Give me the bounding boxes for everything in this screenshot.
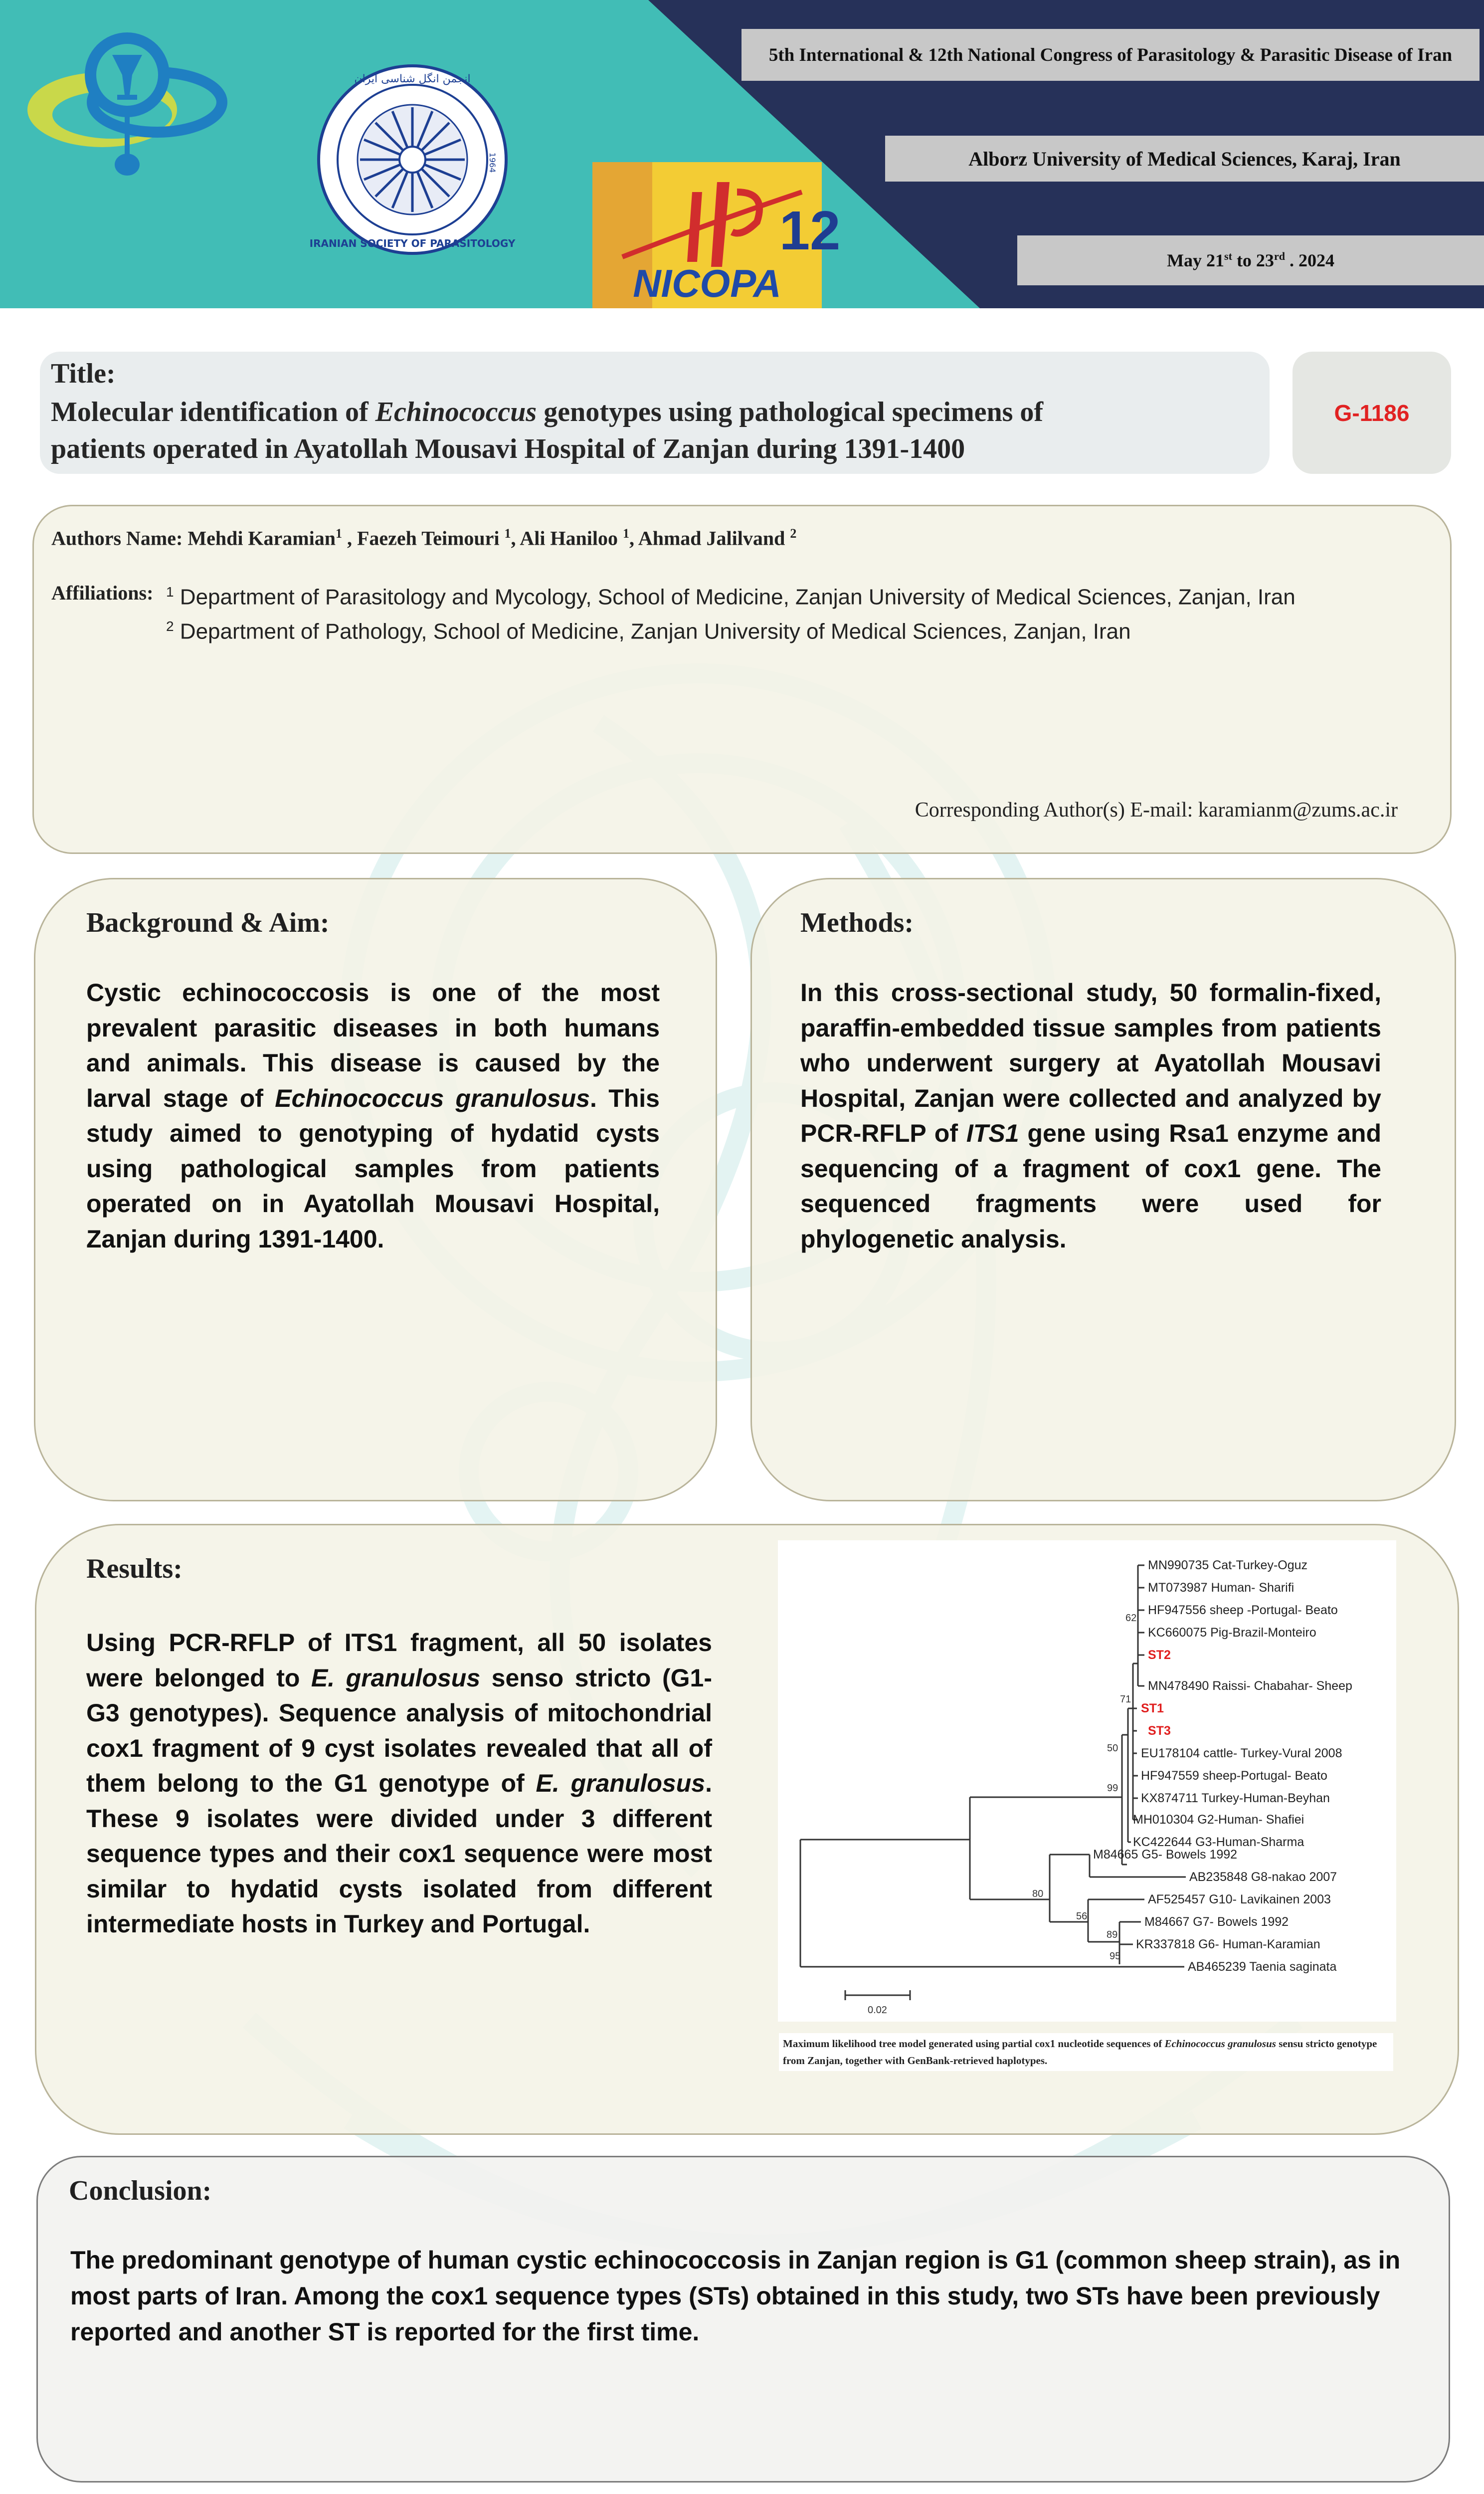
poster-id: G-1186	[1334, 400, 1410, 426]
phylogenetic-tree	[778, 1540, 1396, 2022]
bootstrap-value: 99	[1107, 1783, 1118, 1794]
conclusion-panel	[36, 2156, 1450, 2483]
tree-taxon: KR337818 G6- Human-Karamian	[1136, 1937, 1320, 1951]
bootstrap-value: 50	[1107, 1743, 1118, 1754]
affiliation-1: $^1$ Department of Parasitology and Mycology, School of Medicine, Zanjan University of Medical Sciences, Zanjan, Iran	[166, 584, 1296, 610]
tree-taxon: MH010304 G2-Human- Shafiei	[1133, 1813, 1304, 1827]
tree-taxon: AB235848 G8-nakao 2007	[1189, 1870, 1337, 1884]
results-heading: Results:	[86, 1553, 183, 1584]
tree-taxon-highlight: ST3	[1148, 1724, 1171, 1738]
methods-panel	[750, 878, 1456, 1501]
nicopa-mark: 12	[779, 200, 841, 261]
poster-id-badge	[1293, 352, 1451, 474]
tree-taxon: AF525457 G10- Lavikainen 2003	[1148, 1892, 1331, 1906]
tree-taxon: KX874711 Turkey-Human-Beyhan	[1141, 1791, 1330, 1805]
affiliations-label: Affiliations:	[51, 582, 154, 604]
corresponding-email: Corresponding Author(s) E-mail: karamianm@zums.ac.ir	[915, 799, 1398, 822]
society-seal-year: 1964	[488, 152, 497, 173]
tree-scale-label: 0.02	[868, 2005, 887, 2016]
affiliation-2: $^2$ Department of Pathology, School of Medicine, Zanjan University of Medical Sciences, Zanjan, Iran	[166, 618, 1131, 644]
venue-name: Alborz University of Medical Sciences, Karaj, Iran	[968, 147, 1401, 170]
bootstrap-value: 80	[1032, 1888, 1044, 1899]
bootstrap-value: 62	[1125, 1613, 1137, 1624]
tree-taxon: HF947559 sheep-Portugal- Beato	[1141, 1769, 1327, 1783]
methods-heading: Methods:	[800, 907, 914, 938]
tree-taxon-highlight: ST1	[1141, 1701, 1164, 1715]
bootstrap-value: 56	[1076, 1911, 1088, 1922]
authors-panel	[32, 505, 1452, 854]
methods-text: In this cross-sectional study, 50 formalin-fixed, paraffin-embedded tissue samples from patients who underwent surgery at Ayatollah Mousavi Hospital, Zanjan were collected and analyzed by PCR-RFLP of ITS1 gene using Rsa1 enzyme and sequencing of a fragment of cox1 gene. The sequenced fragments were used for phylogenetic analysis.	[800, 979, 1381, 1253]
tree-taxon-highlight: ST2	[1148, 1648, 1171, 1662]
nicopa-logo-icon	[592, 162, 841, 308]
title-label: Title:	[51, 358, 116, 389]
title-panel	[40, 352, 1270, 474]
congress-date: May 21st to 23rd . 2024	[1167, 250, 1334, 270]
tree-taxon: MN478490 Raissi- Chabahar- Sheep	[1148, 1679, 1352, 1693]
tree-taxon: EU178104 cattle- Turkey-Vural 2008	[1141, 1746, 1342, 1760]
background-panel	[34, 878, 717, 1501]
tree-bootstrap-values	[1032, 1613, 1136, 1962]
congress-banner	[742, 29, 1480, 81]
society-seal-icon	[309, 65, 516, 254]
tree-taxon: M84667 G7- Bowels 1992	[1144, 1915, 1289, 1929]
phylogenetic-tree-figure	[778, 1540, 1396, 2022]
tree-taxon: AB465239 Taenia saginata	[1188, 1960, 1337, 1974]
bootstrap-value: 95	[1110, 1951, 1121, 1962]
venue-banner	[885, 136, 1484, 182]
nicopa-logo	[592, 162, 841, 308]
svg-text:انجمن انگل شناسی ایران: انجمن انگل شناسی ایران	[354, 73, 471, 85]
bootstrap-value: 71	[1120, 1694, 1131, 1705]
bootstrap-value: 89	[1107, 1929, 1118, 1940]
background-heading: Background & Aim:	[86, 907, 330, 938]
author-list: Authors Name: Mehdi Karamian$^1$ , Faezeh Teimouri $^1$, Ali Haniloo $^1$, Ahmad Jalilvand $^2$	[51, 526, 797, 550]
background-text: Cystic echinococcosis is one of the most prevalent parasitic diseases in both humans and animals. This disease is caused by the larval stage of Echinococcus granulosus. This study aimed to genotyping of hydatid cysts using pathological samples from patients operated on in Ayatollah Mousavi Hospital, Zanjan during 1391-1400.	[86, 979, 660, 1253]
tree-caption: Maximum likelihood tree model generated using partial cox1 nucleotide sequences of Echinococcus granulosus sensu stricto genotype from Zanjan, together with GenBank-retrieved haplotypes.	[779, 2033, 1393, 2071]
nicopa-text: NICOPA	[633, 261, 781, 305]
conclusion-text: The predominant genotype of human cystic echinococcosis in Zanjan region is G1 (common sheep strain), as in most parts of Iran. Among the cox1 sequence types (STs) obtained in this study, two STs have been previously reported and another ST is reported for the first time.	[70, 2246, 1401, 2346]
date-banner	[1017, 235, 1484, 285]
society-seal-text: IRANIAN SOCIETY OF PARASITOLOGY	[309, 237, 516, 249]
header-banner	[0, 0, 1484, 308]
poster-title: Molecular identification of Echinococcus genotypes using pathological specimens of patients operated in Ayatollah Mousavi Hospital of Zanjan during 1391-1400	[51, 397, 1044, 464]
tree-taxon: MT073987 Human- Sharifi	[1148, 1581, 1295, 1595]
tree-taxon: M84665 G5- Bowels 1992	[1093, 1848, 1238, 1862]
congress-name: 5th International & 12th National Congress of Parasitology & Parasitic Disease of Iran	[768, 44, 1453, 65]
conclusion-heading: Conclusion:	[69, 2175, 212, 2206]
university-logo-icon	[22, 15, 227, 180]
tree-taxon: KC422644 G3-Human-Sharma	[1133, 1835, 1304, 1849]
affiliation-list	[166, 578, 1296, 646]
tree-taxon: MN990735 Cat-Turkey-Oguz	[1148, 1558, 1308, 1572]
results-text: Using PCR-RFLP of ITS1 fragment, all 50 isolates were belonged to E. granulosus senso stricto (G1-G3 genotypes). Sequence analysis of mitochondrial cox1 fragment of 9 cyst isolates revealed that all of them belong to the G1 genotype of E. granulosus. These 9 isolates were divided under 3 different sequence types and their cox1 sequence were most similar to hydatid cysts isolated from different intermediate hosts in Turkey and Portugal.	[86, 1629, 712, 1938]
tree-taxon: KC660075 Pig-Brazil-Monteiro	[1148, 1626, 1316, 1640]
tree-taxon: HF947556 sheep -Portugal- Beato	[1148, 1603, 1338, 1617]
